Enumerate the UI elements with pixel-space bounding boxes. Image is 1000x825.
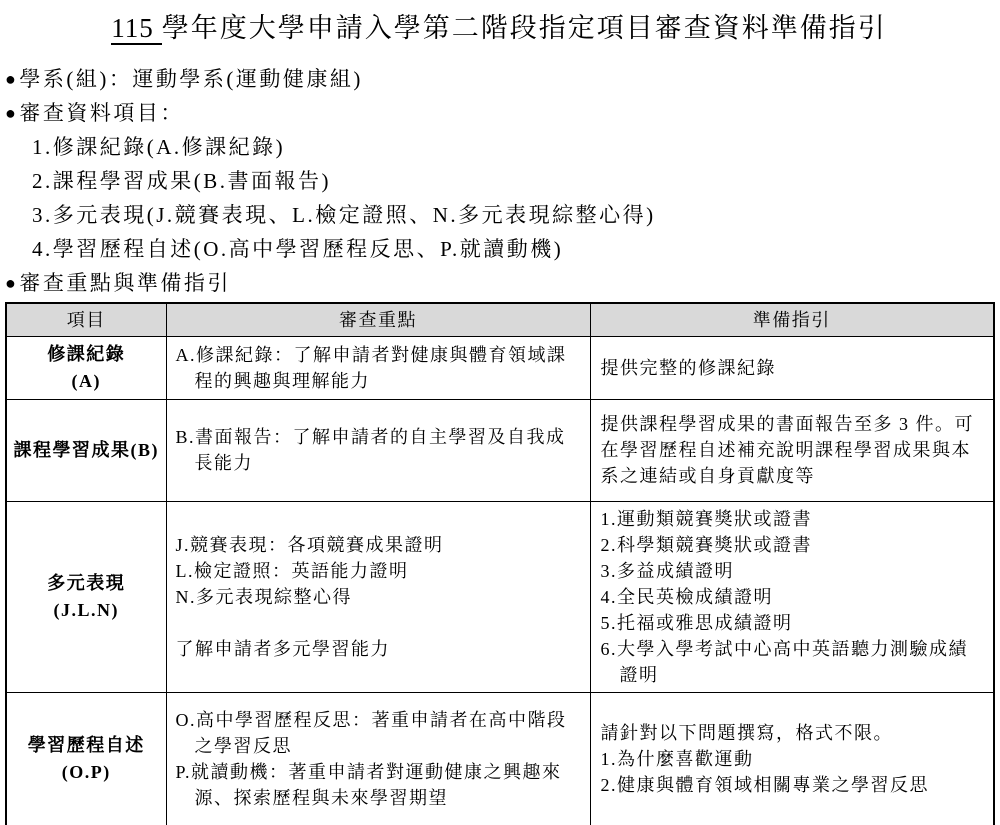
guide-cell — [590, 399, 994, 501]
material-item-diverse-performance: 3.多元表現(J.競賽表現、L.檢定證照、N.多元表現綜整心得) — [32, 203, 656, 227]
cell-line: 1.為什麼喜歡運動 — [600, 749, 754, 770]
department-line — [5, 62, 993, 96]
cell-line: 學習歷程自述 — [27, 735, 145, 756]
cell-line: 1.運動類競賽獎狀或證書 — [600, 508, 812, 529]
department-label: 學系(組)：運動學系(運動健康組) — [19, 67, 363, 91]
bullet-icon: ● — [5, 69, 19, 89]
bullet-icon: ● — [5, 273, 19, 293]
intro-section — [5, 62, 993, 300]
cell-line: 修課紀錄 — [47, 343, 126, 364]
cell-line: B.書面報告：了解申請者的自主學習及自我成長能力 — [175, 427, 566, 473]
cell-line: 5.托福或雅思成績證明 — [600, 612, 793, 633]
cell-line: (A) — [71, 370, 101, 391]
col-header-preparation-guide: 準備指引 — [590, 303, 994, 336]
materials-line — [5, 96, 993, 130]
table-header-row — [6, 303, 994, 336]
cell-line: 提供課程學習成果的書面報告至多 3 件。可在學習歷程自述補充說明課程學習成果與本系之連結或自身貢獻度等 — [600, 414, 974, 486]
cell-line: 課程學習成果(B) — [13, 439, 159, 460]
cell-line: 6.大學入學考試中心高中英語聽力測驗成績證明 — [600, 638, 968, 685]
page-title — [5, 8, 993, 48]
cell-line: (J.L.N) — [53, 599, 119, 620]
table-row-diverse-performance — [6, 501, 994, 692]
item-cell — [6, 336, 166, 399]
col-header-item: 項目 — [6, 303, 166, 336]
cell-line: P.就讀動機：著重申請者對運動健康之興趣來源、探索歷程與未來學習期望 — [175, 762, 562, 809]
review-table — [5, 302, 995, 825]
guide-cell — [590, 692, 994, 825]
guide-cell — [590, 336, 994, 399]
material-item-learning-outcome: 2.課程學習成果(B.書面報告) — [32, 169, 331, 193]
guidelines-line — [5, 266, 993, 300]
guide-cell — [590, 501, 994, 692]
cell-line: A.修課紀錄：了解申請者對健康與體育領域課程的興趣與理解能力 — [175, 344, 567, 391]
item-cell — [6, 692, 166, 825]
cell-line — [176, 610, 584, 636]
table-row-self-statement — [6, 692, 994, 825]
title-text: 學年度大學申請入學第二階段指定項目審查資料準備指引 — [161, 13, 887, 43]
col-header-review-focus: 審查重點 — [166, 303, 590, 336]
bullet-icon: ● — [5, 103, 19, 123]
material-item-self-statement: 4.學習歷程自述(O.高中學習歷程反思、P.就讀動機) — [32, 237, 564, 261]
cell-line: 提供完整的修課紀錄 — [600, 357, 776, 378]
item-cell — [6, 501, 166, 692]
cell-line: N.多元表現綜整心得 — [175, 586, 352, 607]
cell-line: 2.健康與體育領域相關專業之學習反思 — [600, 775, 929, 796]
item-cell — [6, 399, 166, 501]
cell-line: O.高中學習歷程反思：著重申請者在高中階段之學習反思 — [175, 710, 567, 757]
title-year-number: 115 — [111, 13, 162, 45]
cell-line: 2.科學類競賽獎狀或證書 — [600, 534, 812, 555]
review-cell — [166, 336, 590, 399]
cell-line: 請針對以下問題撰寫，格式不限。 — [600, 723, 893, 744]
cell-line: 多元表現 — [47, 572, 126, 593]
cell-line: 3.多益成績證明 — [600, 560, 734, 581]
review-cell — [166, 692, 590, 825]
cell-line: (O.P) — [61, 762, 111, 783]
materials-label: 審查資料項目： — [19, 101, 184, 125]
review-cell — [166, 501, 590, 692]
table-row-course-record — [6, 336, 994, 399]
cell-line: J.競賽表現：各項競賽成果證明 — [175, 534, 444, 555]
material-item-course-record: 1.修課紀錄(A.修課紀錄) — [32, 135, 286, 159]
table-row-learning-outcome — [6, 399, 994, 501]
review-cell — [166, 399, 590, 501]
cell-line: 了解申請者多元學習能力 — [175, 638, 390, 659]
cell-line: 4.全民英檢成績證明 — [600, 586, 773, 607]
guidelines-label: 審查重點與準備指引 — [19, 271, 231, 295]
cell-line: L.檢定證照：英語能力證明 — [175, 560, 409, 581]
